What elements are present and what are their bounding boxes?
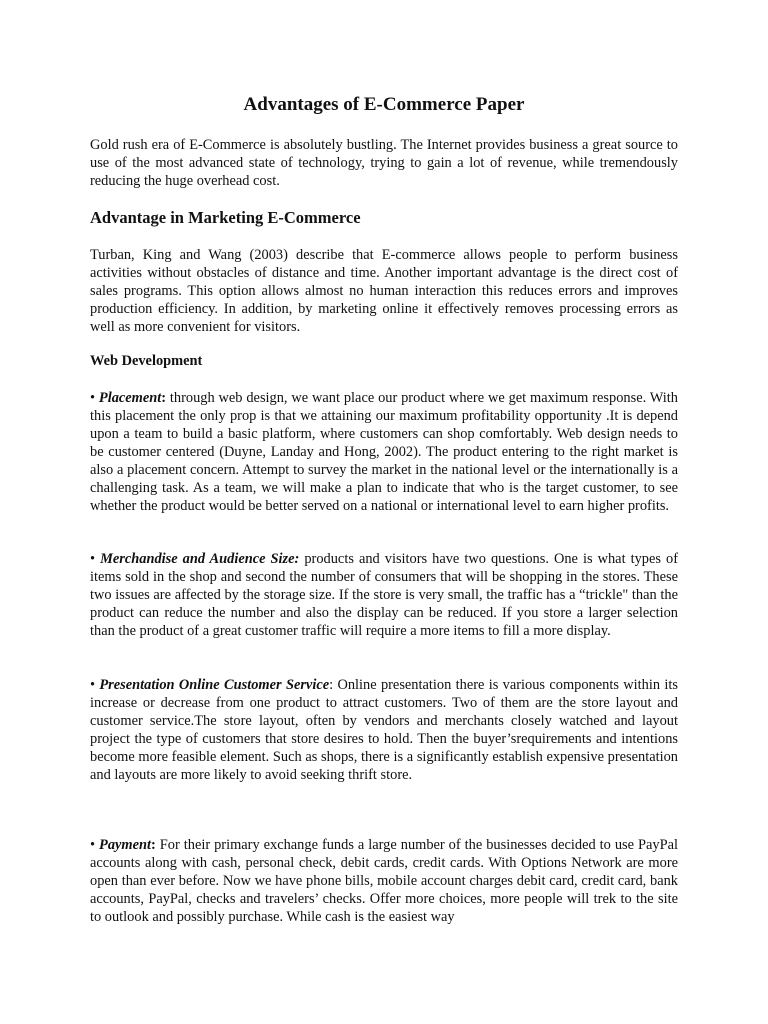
bullet-term: Payment bbox=[99, 837, 151, 853]
bullet-merchandise bbox=[90, 550, 678, 640]
bullet-colon: : bbox=[161, 390, 167, 406]
bullet-marker: • bbox=[90, 837, 96, 853]
bullet-text: through web design, we want place our product where we get maximum response. With this placement the only prop is that we attaining our maximum profitability opportunity .It is depend upon a team to build a basic platform, where customers can shop comfortably. Web design needs to be customer centered (Duyne, Landay and Hong, 2002). The product entering to the right market is also a placement concern. Attempt to survey the market in the national level or the internationally is a challenging task. As a team, we will make a plan to indicate that who is the target customer, to see whether the product would be better served on a national or international level to earn higher profits. bbox=[90, 390, 678, 514]
bullet-term: Presentation Online Customer Service bbox=[99, 677, 330, 693]
bullet-text: Online presentation there is various components within its increase or decrease from one product to attract customers. Two of them are the store layout and customer service.The store layout, often by vendors and merchants closely watched and layout project the type of customers that store desires to hold. Then the buyer’srequirements and intentions become more feasible element. Such as shops, there is a significantly establish expensive presentation and layouts are more likely to avoid seeking thrift store. bbox=[90, 677, 678, 783]
section-paragraph: Turban, King and Wang (2003) describe that E-commerce allows people to perform business activities without obstacles of distance and time. Another important advantage is the direct cost of sales programs. This option allows almost no human interaction this reduces errors and improves production efficiency. In addition, by marketing online it effectively removes processing errors as well as more convenient for visitors. bbox=[90, 247, 678, 335]
bullet-marker: • bbox=[90, 677, 96, 693]
bullet-colon: : bbox=[151, 837, 156, 853]
intro-paragraph: Gold rush era of E-Commerce is absolutely bustling. The Internet provides business a great source to use of the most advanced state of technology, trying to gain a lot of revenue, while tremendously reducing the huge overhead cost. bbox=[90, 137, 678, 189]
bullet-term: Placement bbox=[98, 390, 162, 406]
section-heading: Advantage in Marketing E-Commerce bbox=[90, 208, 361, 227]
bullet-marker: • bbox=[90, 390, 96, 406]
bullet-presentation bbox=[90, 676, 678, 784]
bullet-placement bbox=[90, 389, 678, 515]
bullet-text: For their primary exchange funds a large number of the businesses decided to use PayPal accounts along with cash, personal check, debit cards, credit cards. With Options Network are more open than ever before. Now we have phone bills, mobile account charges debit card, credit card, bank accounts, PayPal, checks and travelers’ checks. Offer more choices, more people will trek to the site to outlook and possibly purchase. While cash is the easiest way bbox=[90, 837, 678, 925]
bullet-marker: • bbox=[90, 551, 96, 567]
bullet-text: products and visitors have two questions. One is what types of items sold in the shop and second the number of consumers that will be shopping in the stores. These two issues are affected by the storage size. If the store is very small, the traffic has a “trickle" than the product can reduce the number and also the display can be reduced. If you store a larger selection than the product of a great customer traffic will require a more items to fill a more display. bbox=[90, 551, 678, 639]
bullet-payment bbox=[90, 836, 678, 926]
bullet-colon: : bbox=[329, 677, 334, 693]
subsection-heading: Web Development bbox=[90, 353, 203, 369]
document-title: Advantages of E-Commerce Paper bbox=[243, 94, 525, 115]
bullet-term: Merchandise and Audience Size: bbox=[100, 551, 300, 567]
